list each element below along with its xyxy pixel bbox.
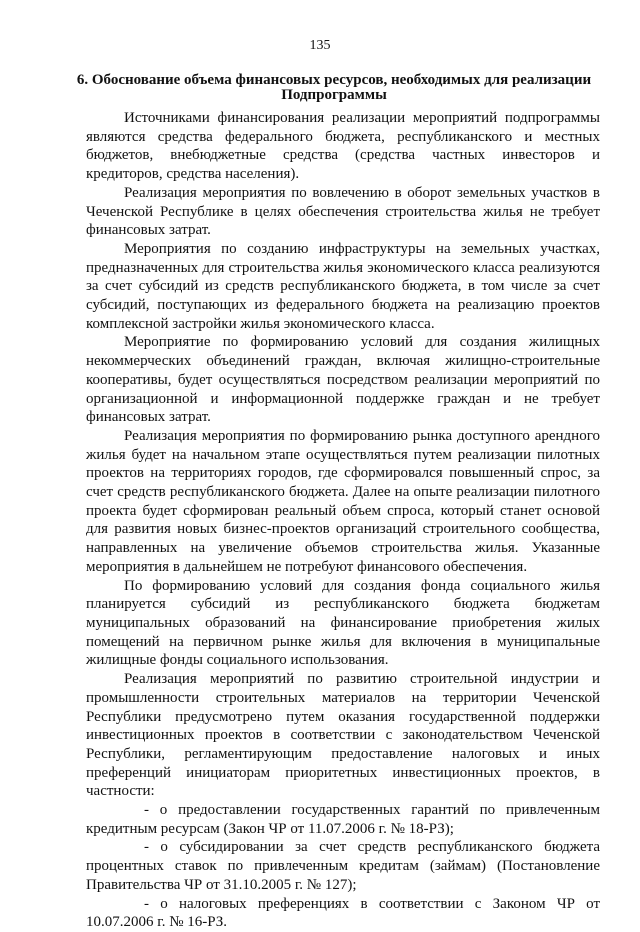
list-item: - о субсидировании за счет средств республиканского бюджета процентных ставок по привлеченным кредитам (займам) (Постановление Правительства ЧР от 31.10.2005 г. № 127); [86, 839, 600, 893]
document-body [86, 109, 600, 932]
paragraph: Реализация мероприятия по формированию рынка доступного арендного жилья будет на начальном этапе осуществляться путем реализации пилотных проектов на территориях городов, где сформировался повышенный спрос, за счет средств республиканского бюджета. Далее на опыте реализации пилотного проекта будет сформирован реальный объем спроса, который станет основой для развития новых бизнес-проектов организаций строительного сообщества, направленных на увеличение объемов строительства жилья. Указанные мероприятия в дальнейшем не потребуют финансового обеспечения. [86, 427, 600, 575]
paragraph: Мероприятия по созданию инфраструктуры на земельных участках, предназначенных для строительства жилья экономического класса реализуются за счет субсидий из средств республиканского бюджета, в том числе за счет субсидий, поступающих из федерального бюджета на реализацию проектов комплексной застройки жилья экономического класса. [86, 240, 600, 332]
paragraph: Источниками финансирования реализации мероприятий подпрограммы являются средства федерального бюджета, республиканского и местных бюджетов, внебюджетные средства (средства частных инвесторов и кредиторов, средства населения). [86, 110, 600, 183]
paragraph: По формированию условий для создания фонда социального жилья планируется субсидий из республиканского бюджета бюджетам муниципальных образований на финансирование приобретения жилых помещений на первичном рынке жилья для включения в муниципальные жилищные фонды социального использования. [86, 577, 600, 669]
paragraph: Мероприятие по формированию условий для создания жилищных некоммерческих объединений граждан, включая жилищно-строительные кооперативы, будет осуществляться посредством реализации мероприятий по организационной и информационной поддержке граждан и не требует финансовых затрат. [86, 334, 600, 426]
page-number: 135 [309, 38, 331, 53]
list-item: - о налоговых преференциях в соответствии с Законом ЧР от 10.07.2006 г. № 16-РЗ. [86, 895, 600, 931]
section-heading: 6. Обоснование объема финансовых ресурсов, необходимых для реализации Подпрограммы [76, 72, 592, 103]
list-item: - о предоставлении государственных гарантий по привлеченным кредитным ресурсам (Закон ЧР от 11.07.2006 г. № 18-РЗ); [86, 802, 600, 837]
paragraph: Реализация мероприятия по вовлечению в оборот земельных участков в Чеченской Республике в целях обеспечения строительства жилья не требует финансовых затрат. [86, 184, 600, 239]
paragraph: Реализация мероприятий по развитию строительной индустрии и промышленности строительных материалов на территории Чеченской Республики предусмотрено путем оказания государственной поддержки инвестиционных проектов в соответствии с законодательством Чеченской Республики, регламентирующим предоставление налоговых и иных преференций инициаторам приоритетных инвестиционных проектов, в частности: [86, 671, 600, 800]
